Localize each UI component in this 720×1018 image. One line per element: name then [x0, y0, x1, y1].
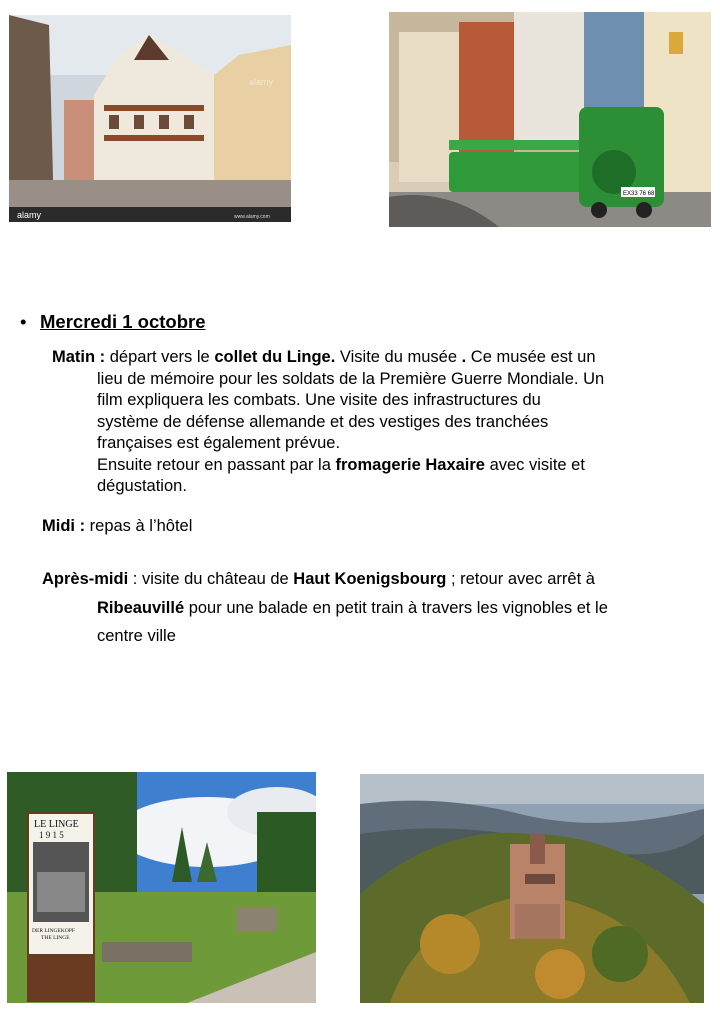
noon-label: Midi :: [42, 517, 86, 535]
noon-section: [42, 516, 192, 537]
morning-text: Ensuite retour en passant par la: [97, 455, 336, 474]
photo-haut-koenigsbourg: [360, 774, 704, 1003]
noon-text: repas à l’hôtel: [85, 517, 193, 535]
linge-sign-year: 1 9 1 5: [39, 830, 64, 840]
morning-line-5: françaises est également prévue.: [97, 434, 341, 452]
day-title: Mercredi 1 octobre: [40, 311, 206, 332]
afternoon-text: pour une balade en petit train à travers les vignobles et le: [184, 598, 608, 617]
afternoon-section: [42, 565, 608, 651]
bullet-icon: •: [20, 311, 27, 332]
afternoon-line-2: [42, 594, 608, 623]
photo-alsace-street: [9, 15, 291, 222]
linge-sign-sub1: DER LINGEKOPF: [32, 928, 75, 934]
afternoon-line-3: centre ville: [97, 627, 176, 645]
afternoon-place-ribeauville: Ribeauvillé: [97, 598, 185, 617]
linge-sign-title: LE LINGE: [34, 819, 79, 830]
linge-sign-sub2: THE LINGE: [41, 935, 70, 941]
morning-text: Ce musée est un: [466, 348, 596, 366]
afternoon-label: Après-midi: [42, 570, 129, 588]
morning-section: [52, 347, 692, 498]
afternoon-text: : visite du château de: [128, 570, 294, 588]
morning-line-7: dégustation.: [97, 477, 187, 495]
morning-line-4: système de défense allemande et des vestiges des tranchées: [97, 412, 549, 431]
morning-place-linge: collet du Linge.: [214, 348, 336, 366]
watermark-footer: www.alamy.com: [234, 214, 270, 220]
afternoon-line-1: [42, 565, 608, 594]
afternoon-place-castle: Haut Koenigsbourg: [293, 570, 447, 588]
morning-text: avec visite et: [484, 455, 585, 474]
morning-line-6: [52, 455, 692, 477]
morning-line-3: film expliquera les combats. Une visite des infrastructures du: [97, 391, 541, 409]
watermark-left: alamy: [17, 210, 42, 220]
morning-place-fromagerie: fromagerie Haxaire: [335, 455, 485, 474]
morning-line-1: [52, 347, 692, 369]
morning-dot: .: [461, 348, 467, 366]
watermark-center: alamy: [249, 77, 274, 87]
morning-text: Visite du musée: [335, 348, 462, 366]
photo-le-linge: [7, 772, 316, 1003]
photo-petit-train: [389, 12, 711, 227]
train-plate: EX33 76 68: [623, 191, 655, 197]
morning-text: départ vers le: [105, 348, 215, 366]
morning-line-2: lieu de mémoire pour les soldats de la Première Guerre Mondiale. Un: [97, 369, 605, 388]
morning-label: Matin :: [52, 348, 106, 366]
afternoon-text: ; retour avec arrêt à: [446, 570, 595, 588]
day-heading: [20, 311, 206, 332]
